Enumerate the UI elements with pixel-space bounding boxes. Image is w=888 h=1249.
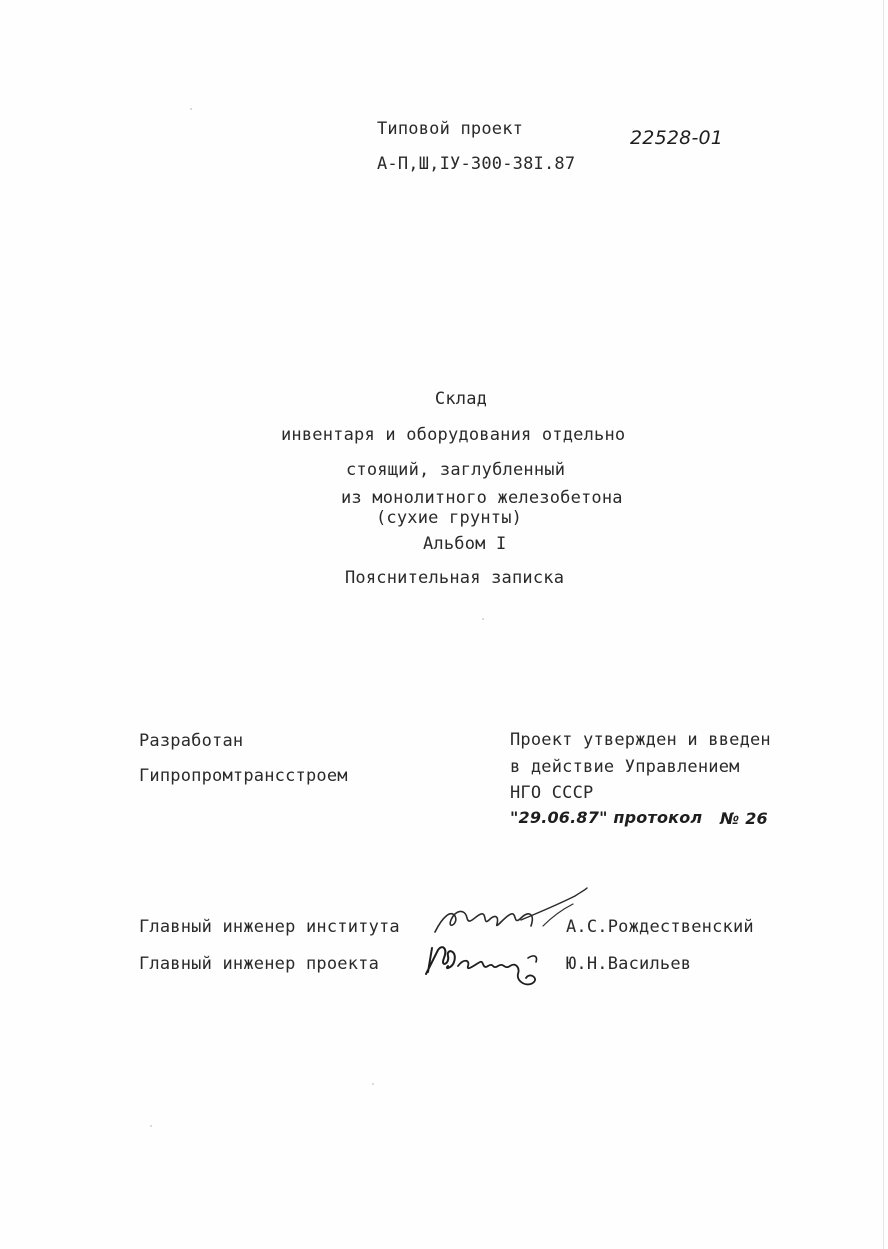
scan-speck <box>372 1083 374 1085</box>
title-line-2: инвентаря и оборудования отдельно <box>281 425 626 445</box>
developer-label: Разработан <box>139 731 244 751</box>
title-line-5: (сухие грунты) <box>376 508 523 528</box>
approval-line-2: в действие Управлением <box>510 757 740 777</box>
album-label: Альбом I <box>423 534 507 554</box>
doc-code: А-П,Ш,IУ-300-38I.87 <box>377 154 576 174</box>
signature-role-2: Главный инженер проекта <box>139 954 380 974</box>
developer-organization: Гипропромтрансстроем <box>139 766 348 786</box>
signature-role-1: Главный инженер института <box>139 917 400 937</box>
approval-line-3: НГО СССР <box>510 783 594 803</box>
scan-speck <box>482 618 484 620</box>
doc-type: Типовой проект <box>377 119 524 139</box>
inventory-number: 22528-01 <box>630 127 724 149</box>
title-line-3: стоящий, заглубленный <box>346 460 566 480</box>
signature-mark-2 <box>418 938 558 994</box>
approval-number: № 26 <box>720 809 768 828</box>
title-line-1: Склад <box>434 389 488 409</box>
scan-edge-line <box>883 0 884 1249</box>
scan-speck <box>190 108 192 110</box>
subtitle: Пояснительная записка <box>345 568 565 588</box>
signature-mark-1 <box>425 886 595 946</box>
title-line-4: из монолитного железобетона <box>341 488 623 508</box>
signature-name-2: Ю.Н.Васильев <box>566 954 692 974</box>
approval-line-1: Проект утвержден и введен <box>510 730 771 750</box>
scan-speck <box>150 1125 152 1127</box>
signature-name-1: А.С.Рождественский <box>566 917 754 937</box>
approval-date: "29.06.87" протокол <box>510 808 703 827</box>
